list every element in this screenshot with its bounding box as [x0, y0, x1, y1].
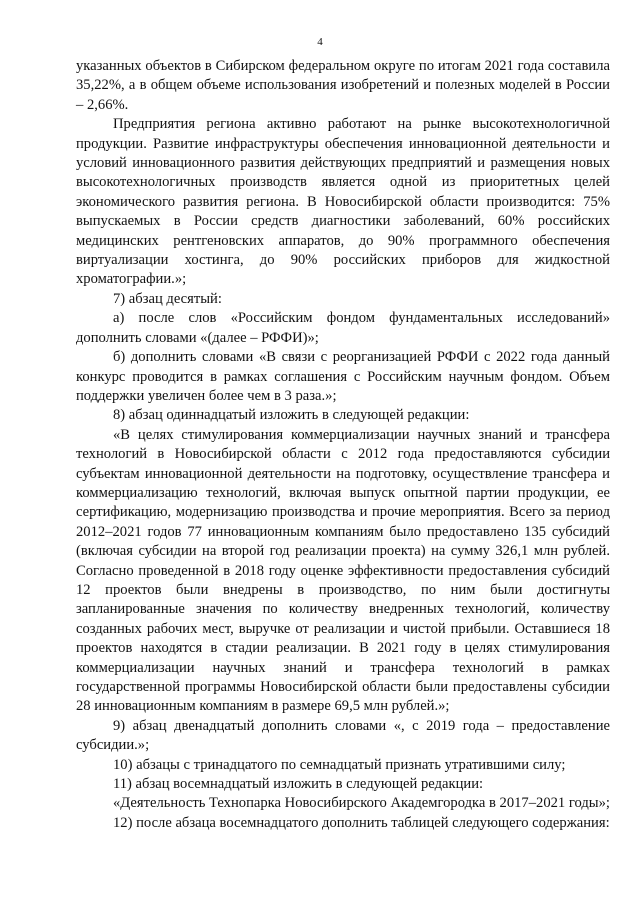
paragraph-item-10: 10) абзацы с тринадцатого по семнадцатый признать утратившими силу;	[113, 756, 566, 773]
paragraph-subsidies-quote: «В целях стимулирования коммерциализации научных знаний и трансфера технологий в Новосибирской области с 2012 года предоставляются субсидии субъектам инновационной деятельности на подготовку, осуществление трансфера и коммерциализацию технологий, включая выпуск опытной партии продукции, ее сертификацию, модернизацию производства и прочие мероприятия. Всего за период 2012–2021 годов 77 инновационным компаниям было предоставлено 135 субсидий (включая субсидии на второй год реализации проекта) на сумму 326,1 млн рублей. Согласно проведенной в 2018 году оценке эффективности предоставления субсидий 12 проектов были внедрены в производство, по ним были достигнуты запланированные значения по количеству внедренных технологий, количеству созданных рабочих мест, выручке от реализации и чистой прибыли. Оставшиеся 18 проектов находятся в стадии реализации. В 2021 году в целях стимулирования коммерциализации научных знаний и трансфера технологий в рамках государственной программы Новосибирской области были предоставлены субсидии 28 инновационным компаниям в размере 69,5 млн рублей.»;	[76, 426, 610, 715]
document-body	[76, 57, 610, 833]
paragraph-item-9: 9) абзац двенадцатый дополнить словами «, с 2019 года – предоставление субсидии.»;	[76, 717, 610, 754]
paragraph-item-8: 8) абзац одиннадцатый изложить в следующей редакции:	[113, 407, 470, 424]
page-number: 4	[317, 36, 323, 48]
paragraph-item-11: 11) абзац восемнадцатый изложить в следующей редакции:	[113, 776, 484, 793]
paragraph-item-12: 12) после абзаца восемнадцатого дополнить таблицей следующего содержания:	[113, 814, 610, 831]
paragraph-regional-enterprises: Предприятия региона активно работают на рынке высокотехнологичной продукции. Развитие инфраструктуры обеспечения инновационной деятельности и условий инновационного развития действующих предприятий и размещения новых высокотехнологичных производств является одной из приоритетных целей экономического развития региона. В Новосибирской области производится: 75% выпускаемых в России средств диагностики заболеваний, 60% российских медицинских рентгеновских аппаратов, до 90% программного обеспечения виртуализации хостинга, до 90% российских приборов для жидкостной хроматографии.»;	[76, 116, 610, 288]
paragraph-item-7: 7) абзац десятый:	[113, 290, 222, 307]
paragraph-statistics-continuation: указанных объектов в Сибирском федеральном округе по итогам 2021 года составила 35,22%, а в общем объеме использования изобретений и полезных моделей в России – 2,66%.	[76, 58, 610, 113]
paragraph-item-7a: а) после слов «Российским фондом фундаментальных исследований» дополнить словами «(далее – РФФИ)»;	[76, 310, 610, 346]
paragraph-item-7b: б) дополнить словами «В связи с реорганизацией РФФИ с 2022 года данный конкурс проводится в рамках соглашения с Российским научным фондом. Объем поддержки увеличен более чем в 3 раза.»;	[76, 349, 610, 404]
paragraph-technopark-title-quote: «Деятельность Технопарка Новосибирского Академгородка в 2017–2021 годы»;	[113, 795, 610, 812]
